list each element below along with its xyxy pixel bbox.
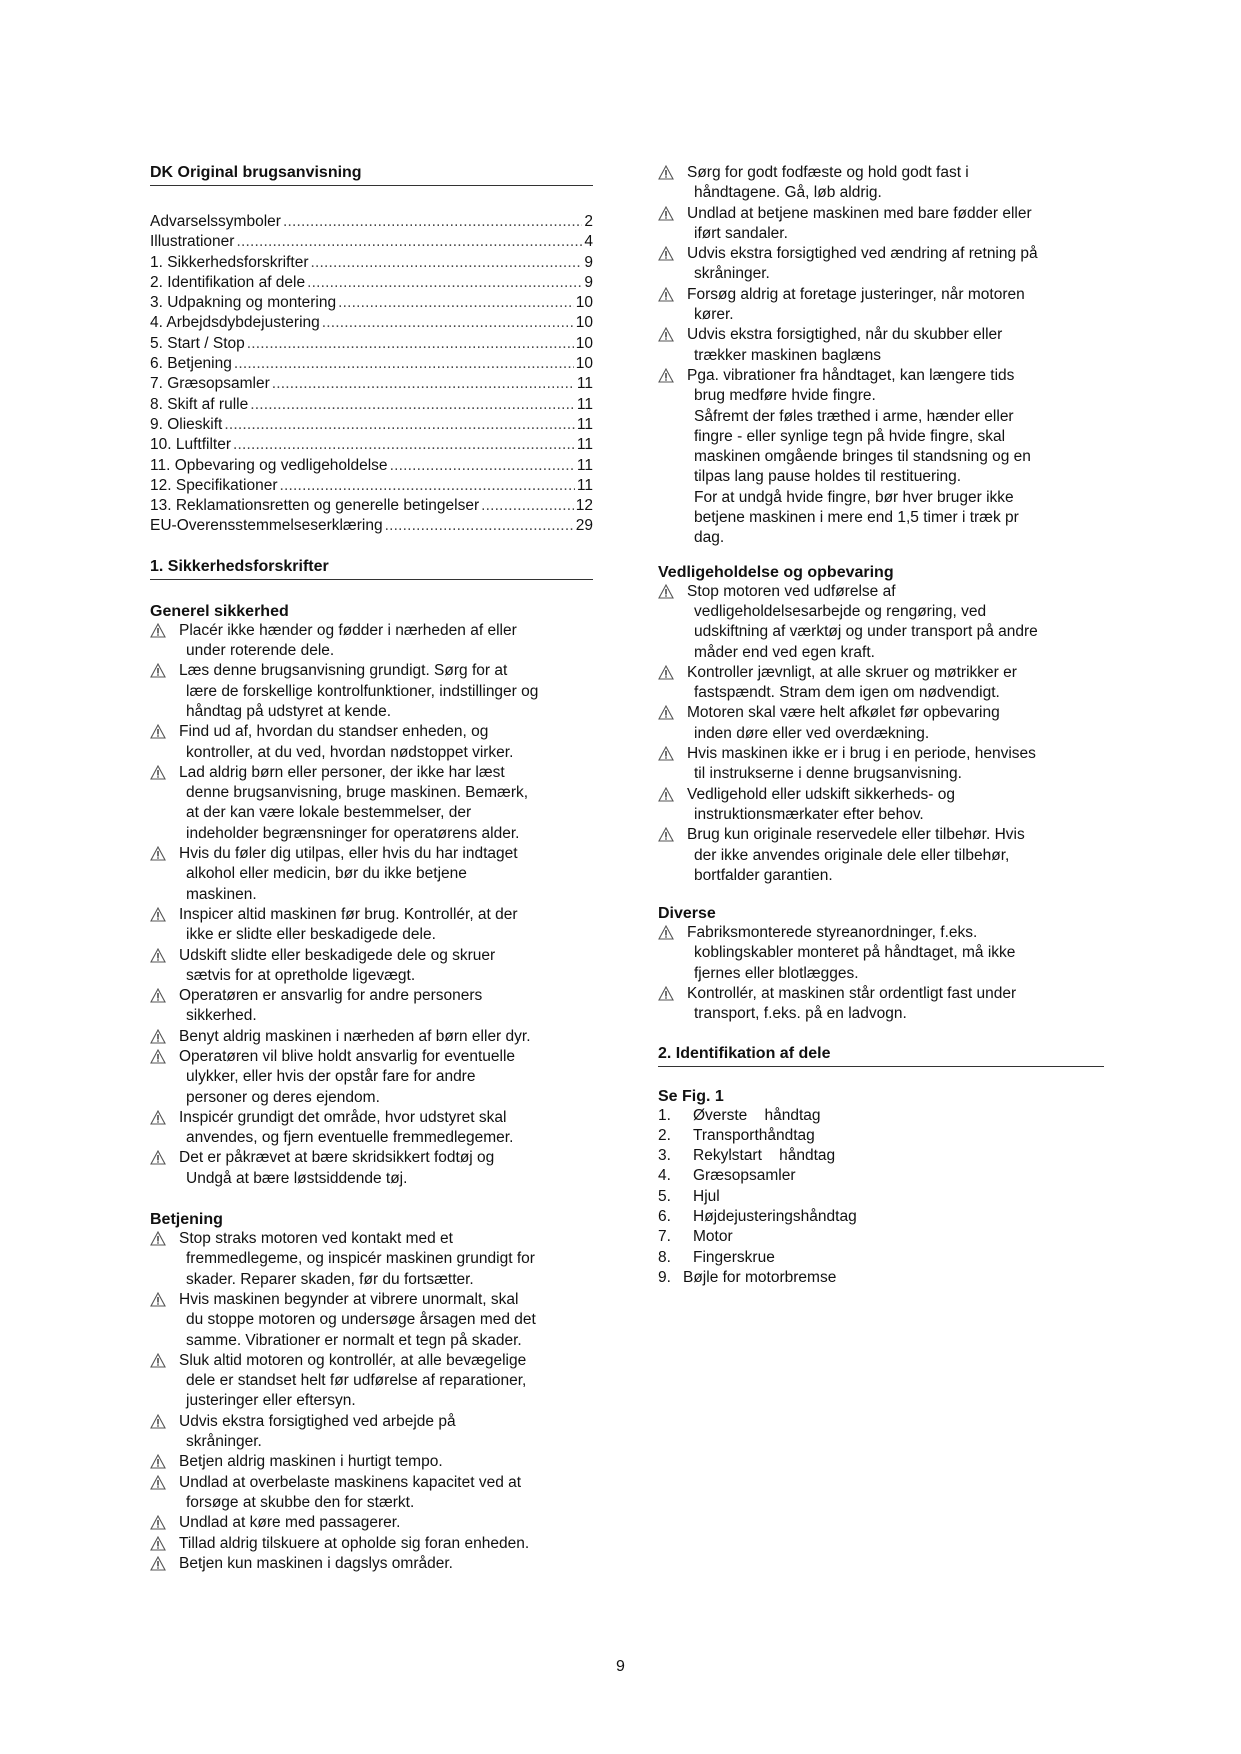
warning-line-continued: justeringer eller eftersyn. [186, 1392, 356, 1410]
part-item [658, 1166, 1104, 1186]
warning-triangle-icon [658, 368, 674, 383]
warning-line: Kontrollér, at maskinen står ordentligt fast under [687, 984, 1017, 1002]
operation-list [150, 1229, 593, 1574]
warning-line-continued: trækker maskinen baglæns [694, 346, 881, 364]
warning-line: Brug kun originale reservedele eller tilbehør. Hvis [687, 826, 1025, 844]
parts-list [658, 1106, 1104, 1289]
warning-line-continued: bortfalder garantien. [694, 866, 833, 884]
section1-title: 1. Sikkerhedsforskrifter [150, 557, 593, 580]
part-label: Græsopsamler [693, 1167, 796, 1185]
toc-label: 2. Identifikation af dele [150, 273, 306, 291]
warning-line: Undlad at betjene maskinen med bare fødder eller [687, 204, 1032, 222]
toc-page: 11 [576, 456, 593, 474]
toc-page: 11 [576, 476, 593, 494]
warning-item [150, 621, 593, 662]
warning-line-continued: tilpas lang pause holdes til restituering. [694, 468, 962, 486]
toc-entry [150, 293, 593, 313]
warning-text [687, 366, 1104, 549]
warning-line-continued: fjernes eller blotlægges. [694, 964, 859, 982]
warning-triangle-icon [150, 663, 166, 678]
warning-line-continued: For at undgå hvide fingre, bør hver bruger ikke [694, 488, 1014, 506]
toc-entry [150, 253, 593, 273]
part-item [658, 1126, 1104, 1146]
warning-line: Betjen kun maskinen i dagslys områder. [179, 1554, 453, 1572]
toc-entry [150, 435, 593, 455]
warning-triangle-icon [658, 705, 674, 720]
warning-line-continued: betjene maskinen i mere end 1,5 timer i træk pr [694, 509, 1019, 527]
warning-line-continued: lære de forskellige kontrolfunktioner, indstillinger og [186, 682, 539, 700]
part-number: 4. [658, 1167, 671, 1185]
warning-item [150, 1452, 593, 1472]
warning-text [179, 722, 593, 763]
warning-text [179, 1554, 593, 1574]
warning-line: Motoren skal være helt afkølet før opbevaring [687, 704, 1000, 722]
part-label: Øverste håndtag [693, 1106, 821, 1124]
warning-triangle-icon [150, 1475, 166, 1490]
warning-line-continued: samme. Vibrationer er normalt et tegn på skader. [186, 1331, 522, 1349]
toc-leader [385, 516, 574, 536]
warning-line: Fabriksmonterede styreanordninger, f.eks. [687, 924, 978, 942]
warning-text [179, 1513, 593, 1533]
warning-triangle-icon [658, 287, 674, 302]
toc-label: 9. Olieskift [150, 415, 223, 433]
warning-triangle-icon [658, 787, 674, 802]
warning-item [150, 1513, 593, 1533]
warning-text [687, 163, 1104, 204]
warning-line-continued: kontroller, at du ved, hvordan nødstoppet virker. [186, 743, 514, 761]
part-label: Fingerskrue [693, 1248, 775, 1266]
part-item [658, 1207, 1104, 1227]
toc-entry [150, 476, 593, 496]
warning-line: Udvis ekstra forsigtighed, når du skubber eller [687, 326, 1003, 344]
toc-page: 12 [575, 497, 593, 515]
toc-label: 3. Udpakning og montering [150, 294, 337, 312]
toc-leader [247, 334, 574, 354]
warning-line-continued: Såfremt der føles træthed i arme, hænder eller [694, 407, 1014, 425]
warning-text [179, 1148, 593, 1189]
part-item [658, 1248, 1104, 1268]
part-item [658, 1146, 1104, 1166]
warning-triangle-icon [150, 1150, 166, 1165]
toc-page: 9 [584, 253, 593, 271]
warning-line-continued: maskinen omgående bringes til standsning og en [694, 448, 1031, 466]
toc-page: 10 [575, 294, 593, 312]
manual-title: DK Original brugsanvisning [150, 163, 593, 186]
toc-entry [150, 313, 593, 333]
warning-item [658, 582, 1104, 663]
toc-leader [236, 232, 582, 252]
toc-page: 11 [576, 395, 593, 413]
warning-item [150, 661, 593, 722]
toc-page: 10 [575, 314, 593, 332]
warning-line-continued: at der kan være lokale bestemmelser, der [186, 804, 472, 822]
toc-page: 4 [584, 233, 593, 251]
warning-triangle-icon [150, 846, 166, 861]
toc-entry [150, 354, 593, 374]
maintenance-heading: Vedligeholdelse og opbevaring [658, 563, 894, 581]
misc-list [658, 923, 1104, 1024]
toc-entry [150, 395, 593, 415]
warning-triangle-icon [150, 988, 166, 1003]
warning-item [150, 905, 593, 946]
warning-triangle-icon [150, 1049, 166, 1064]
warning-line-continued: skader. Reparer skaden, før du fortsætter. [186, 1270, 474, 1288]
warning-line-continued: maskinen. [186, 885, 257, 903]
part-label: Højdejusteringshåndtag [693, 1208, 857, 1226]
warning-text [687, 825, 1104, 886]
warning-text [179, 1047, 593, 1108]
toc-label: Illustrationer [150, 233, 235, 251]
warning-text [179, 1351, 593, 1412]
warning-item [658, 703, 1104, 744]
toc-label: 4. Arbejdsdybdejustering [150, 314, 320, 332]
warning-text [687, 204, 1104, 245]
toc-leader [233, 435, 575, 455]
toc-leader [280, 476, 575, 496]
warning-line-continued: denne brugsanvisning, bruge maskinen. Bemærk, [186, 784, 529, 802]
warning-line-continued: sætvis for at opretholde ligevægt. [186, 966, 416, 984]
warning-item [658, 366, 1104, 549]
warning-item [658, 163, 1104, 204]
warning-triangle-icon [150, 907, 166, 922]
warning-triangle-icon [658, 827, 674, 842]
warning-triangle-icon [150, 1292, 166, 1307]
warning-item [150, 1351, 593, 1412]
warning-triangle-icon [150, 1231, 166, 1246]
toc-leader [481, 496, 574, 516]
general-safety-heading: Generel sikkerhed [150, 602, 289, 620]
warning-triangle-icon [658, 665, 674, 680]
toc-leader [272, 374, 575, 394]
warning-line: Stop motoren ved udførelse af [687, 582, 896, 600]
warning-line-continued: du stoppe motoren og undersøge årsagen med det [186, 1311, 536, 1329]
warning-line: Sluk altid motoren og kontrollér, at alle bevægelige [179, 1351, 527, 1369]
warning-item [150, 722, 593, 763]
toc-entry [150, 232, 593, 252]
warning-line: Find ud af, hvordan du standser enheden, og [179, 723, 489, 741]
misc-heading: Diverse [658, 905, 716, 923]
warning-text [179, 1229, 593, 1290]
toc-leader [311, 253, 583, 273]
toc-page: 11 [576, 436, 593, 454]
warning-line: Læs denne brugsanvisning grundigt. Sørg for at [179, 662, 508, 680]
warning-item [150, 1290, 593, 1351]
toc-entry [150, 456, 593, 476]
toc-leader [234, 354, 574, 374]
warning-line: Vedligehold eller udskift sikkerheds- og [687, 785, 955, 803]
warning-line-continued: indeholder begrænsninger for operatørens alder. [186, 824, 520, 842]
warning-item [150, 1148, 593, 1189]
toc-leader [390, 456, 575, 476]
warning-item [658, 285, 1104, 326]
table-of-contents [150, 212, 593, 537]
warning-triangle-icon [150, 1536, 166, 1551]
part-number: 8. [658, 1248, 671, 1266]
toc-entry [150, 334, 593, 354]
toc-entry [150, 273, 593, 293]
toc-leader [338, 293, 574, 313]
part-number: 6. [658, 1208, 671, 1226]
warning-line-continued: kører. [694, 306, 734, 324]
warning-item [658, 325, 1104, 366]
warning-triangle-icon [150, 1454, 166, 1469]
part-number: 7. [658, 1228, 671, 1246]
section2-title: 2. Identifikation af dele [658, 1044, 1104, 1067]
warning-line-continued: ikke er slidte eller beskadigede dele. [186, 926, 436, 944]
warning-text [179, 1473, 593, 1514]
safety-continued-list [658, 163, 1104, 549]
page-number: 9 [616, 1658, 625, 1675]
warning-line-continued: til instrukserne i denne brugsanvisning. [694, 765, 962, 783]
warning-text [687, 785, 1104, 826]
warning-item [150, 1534, 593, 1554]
toc-label: 6. Betjening [150, 355, 232, 373]
warning-line: Hvis du føler dig utilpas, eller hvis du har indtaget [179, 845, 518, 863]
warning-triangle-icon [658, 986, 674, 1001]
warning-line-continued: inden døre eller ved overdækning. [694, 724, 930, 742]
warning-triangle-icon [150, 765, 166, 780]
warning-item [150, 1108, 593, 1149]
warning-line-continued: skråninger. [186, 1433, 262, 1451]
warning-line-continued: udskiftning af værktøj og under transport på andre [694, 623, 1038, 641]
warning-text [687, 582, 1104, 663]
warning-line-continued: transport, f.eks. på en ladvogn. [694, 1005, 907, 1023]
part-label: Bøjle for motorbremse [683, 1268, 837, 1286]
warning-text [179, 844, 593, 905]
warning-item [150, 1554, 593, 1574]
warning-text [179, 1452, 593, 1472]
warning-line: Sørg for godt fodfæste og hold godt fast i [687, 164, 969, 181]
warning-line-continued: personer og deres ejendom. [186, 1088, 380, 1106]
toc-page: 11 [576, 375, 593, 393]
warning-item [150, 946, 593, 987]
warning-line: Inspicér grundigt det område, hvor udstyret skal [179, 1108, 507, 1126]
warning-item [150, 1027, 593, 1047]
general-safety-list [150, 621, 593, 1189]
warning-item [658, 923, 1104, 984]
part-number: 2. [658, 1126, 671, 1144]
warning-line: Udskift slidte eller beskadigede dele og skruer [179, 946, 496, 964]
part-item [658, 1187, 1104, 1207]
toc-entry [150, 212, 593, 232]
warning-line: Benyt aldrig maskinen i nærheden af børn eller dyr. [179, 1027, 531, 1045]
warning-line-continued: måder end ved egen kraft. [694, 643, 875, 661]
warning-line: Undlad at overbelaste maskinens kapacitet ved at [179, 1473, 522, 1491]
toc-page: 2 [584, 213, 593, 230]
toc-label: 10. Luftfilter [150, 436, 231, 454]
part-number: 9. [658, 1268, 671, 1286]
figure-reference: Se Fig. 1 [658, 1087, 724, 1105]
toc-leader [224, 415, 575, 435]
warning-item [150, 1412, 593, 1453]
warning-line-continued: Undgå at bære løstsiddende tøj. [186, 1169, 408, 1187]
left-column [150, 163, 593, 1574]
warning-item [150, 763, 593, 844]
warning-text [687, 984, 1104, 1025]
toc-entry [150, 374, 593, 394]
warning-text [687, 923, 1104, 984]
warning-line-continued: der ikke anvendes originale dele eller tilbehør, [694, 846, 1010, 864]
warning-text [179, 661, 593, 722]
part-item [658, 1227, 1104, 1247]
warning-line: Tillad aldrig tilskuere at opholde sig foran enheden. [179, 1534, 530, 1552]
toc-leader [283, 212, 582, 232]
warning-text [687, 285, 1104, 326]
warning-line: Betjen aldrig maskinen i hurtigt tempo. [179, 1453, 443, 1471]
warning-line: Undlad at køre med passagerer. [179, 1514, 401, 1532]
warning-line-continued: under roterende dele. [186, 642, 335, 660]
toc-label: EU-Overensstemmelseserklæring [150, 517, 383, 535]
warning-triangle-icon [150, 1029, 166, 1044]
warning-line: Placér ikke hænder og fødder i nærheden af eller [179, 621, 517, 639]
warning-item [150, 986, 593, 1027]
warning-line-continued: ulykker, eller hvis der opstår fare for andre [186, 1068, 476, 1086]
warning-line: Pga. vibrationer fra håndtaget, kan længere tids [687, 366, 1015, 384]
toc-label: 13. Reklamationsretten og generelle betingelser [150, 497, 480, 515]
warning-item [150, 1229, 593, 1290]
toc-page: 10 [575, 355, 593, 373]
toc-page: 10 [575, 334, 593, 352]
warning-text [179, 1290, 593, 1351]
warning-triangle-icon [658, 165, 674, 180]
part-number: 5. [658, 1187, 671, 1205]
warning-line: Operatøren er ansvarlig for andre personers [179, 987, 483, 1005]
warning-line: Operatøren vil blive holdt ansvarlig for eventuelle [179, 1047, 516, 1065]
warning-item [658, 825, 1104, 886]
warning-line-continued: instruktionsmærkater efter behov. [694, 805, 924, 823]
maintenance-list [658, 582, 1104, 886]
warning-triangle-icon [150, 1414, 166, 1429]
warning-line-continued: alkohol eller medicin, bør du ikke betjene [186, 865, 467, 883]
toc-label: 1. Sikkerhedsforskrifter [150, 253, 309, 271]
toc-leader [322, 313, 574, 333]
warning-line: Det er påkrævet at bære skridsikkert fodtøj og [179, 1149, 495, 1167]
warning-line: Hvis maskinen begynder at vibrere unormalt, skal [179, 1290, 519, 1308]
warning-item [658, 785, 1104, 826]
warning-item [658, 244, 1104, 285]
toc-label: 12. Specifikationer [150, 476, 278, 494]
part-number: 3. [658, 1147, 671, 1165]
part-number: 1. [658, 1106, 671, 1124]
warning-triangle-icon [150, 1110, 166, 1125]
right-column [658, 163, 1104, 1288]
part-label: Hjul [693, 1187, 720, 1205]
toc-leader [307, 273, 582, 293]
operation-heading: Betjening [150, 1211, 223, 1229]
toc-entry [150, 496, 593, 516]
warning-triangle-icon [150, 1353, 166, 1368]
warning-triangle-icon [658, 327, 674, 342]
warning-line: Hvis maskinen ikke er i brug i en periode, henvises [687, 745, 1036, 763]
warning-line-continued: anvendes, og fjern eventuelle fremmedlegemer. [186, 1129, 514, 1147]
warning-text [179, 1412, 593, 1453]
warning-text [179, 1108, 593, 1149]
warning-triangle-icon [658, 584, 674, 599]
warning-line-continued: brug medføre hvide fingre. [694, 387, 876, 405]
toc-label: 7. Græsopsamler [150, 375, 270, 393]
warning-line-continued: iført sandaler. [694, 224, 788, 242]
toc-leader [250, 395, 575, 415]
warning-triangle-icon [150, 948, 166, 963]
warning-text [179, 1027, 593, 1047]
warning-line-continued: fingre - eller synlige tegn på hvide fingre, skal [694, 427, 1006, 445]
warning-text [179, 905, 593, 946]
warning-item [150, 844, 593, 905]
toc-page: 29 [575, 517, 593, 535]
toc-page: 11 [576, 415, 593, 433]
part-label: Motor [693, 1228, 733, 1246]
toc-label: 8. Skift af rulle [150, 395, 249, 413]
warning-line-continued: dele er standset helt før udførelse af reparationer, [186, 1372, 527, 1390]
warning-triangle-icon [150, 724, 166, 739]
warning-line-continued: koblingskabler monteret på håndtaget, må ikke [694, 944, 1016, 962]
warning-line-continued: fremmedlegeme, og inspicér maskinen grundigt for [186, 1250, 535, 1268]
warning-line: Inspicer altid maskinen før brug. Kontrollér, at der [179, 905, 518, 923]
warning-line-continued: forsøge at skubbe den for stærkt. [186, 1493, 415, 1511]
warning-text [687, 744, 1104, 785]
warning-triangle-icon [658, 246, 674, 261]
warning-item [658, 744, 1104, 785]
warning-item [658, 984, 1104, 1025]
toc-label: 5. Start / Stop [150, 334, 245, 352]
warning-item [658, 663, 1104, 704]
toc-label: Advarselssymboler [150, 213, 281, 230]
warning-line-continued: håndtagene. Gå, løb aldrig. [694, 184, 882, 202]
warning-triangle-icon [658, 925, 674, 940]
warning-line: Kontroller jævnligt, at alle skruer og møtrikker er [687, 663, 1017, 681]
toc-label: 11. Opbevaring og vedligeholdelse [150, 456, 388, 474]
warning-line-continued: fastspændt. Stram dem igen om nødvendigt. [694, 684, 1000, 702]
warning-line-continued: vedligeholdelsesarbejde og rengøring, ved [694, 602, 987, 620]
warning-item [658, 204, 1104, 245]
toc-page: 9 [584, 273, 593, 291]
warning-text [179, 986, 593, 1027]
warning-text [179, 763, 593, 844]
warning-line: Forsøg aldrig at foretage justeringer, når motoren [687, 285, 1025, 303]
part-item [658, 1106, 1104, 1126]
warning-text [179, 946, 593, 987]
toc-entry [150, 415, 593, 435]
warning-line-continued: håndtag på udstyret at kende. [186, 702, 392, 720]
warning-text [687, 325, 1104, 366]
warning-item [150, 1473, 593, 1514]
warning-text [179, 1534, 593, 1554]
warning-line-continued: skråninger. [694, 265, 770, 283]
warning-line: Udvis ekstra forsigtighed ved ændring af retning på [687, 245, 1038, 263]
warning-text [687, 663, 1104, 704]
part-label: Transporthåndtag [693, 1126, 815, 1144]
warning-text [687, 703, 1104, 744]
warning-triangle-icon [150, 1515, 166, 1530]
warning-line: Lad aldrig børn eller personer, der ikke har læst [179, 763, 505, 781]
warning-text [179, 621, 593, 662]
toc-entry [150, 516, 593, 536]
warning-line: Stop straks motoren ved kontakt med et [179, 1230, 453, 1248]
warning-item [150, 1047, 593, 1108]
part-item [658, 1268, 1104, 1288]
warning-triangle-icon [150, 623, 166, 638]
warning-line: Udvis ekstra forsigtighed ved arbejde på [179, 1412, 456, 1430]
part-label: Rekylstart håndtag [693, 1147, 836, 1165]
warning-triangle-icon [658, 206, 674, 221]
warning-triangle-icon [150, 1556, 166, 1571]
warning-line-continued: sikkerhed. [186, 1007, 257, 1025]
warning-text [687, 244, 1104, 285]
warning-triangle-icon [658, 746, 674, 761]
warning-line-continued: dag. [694, 529, 725, 547]
